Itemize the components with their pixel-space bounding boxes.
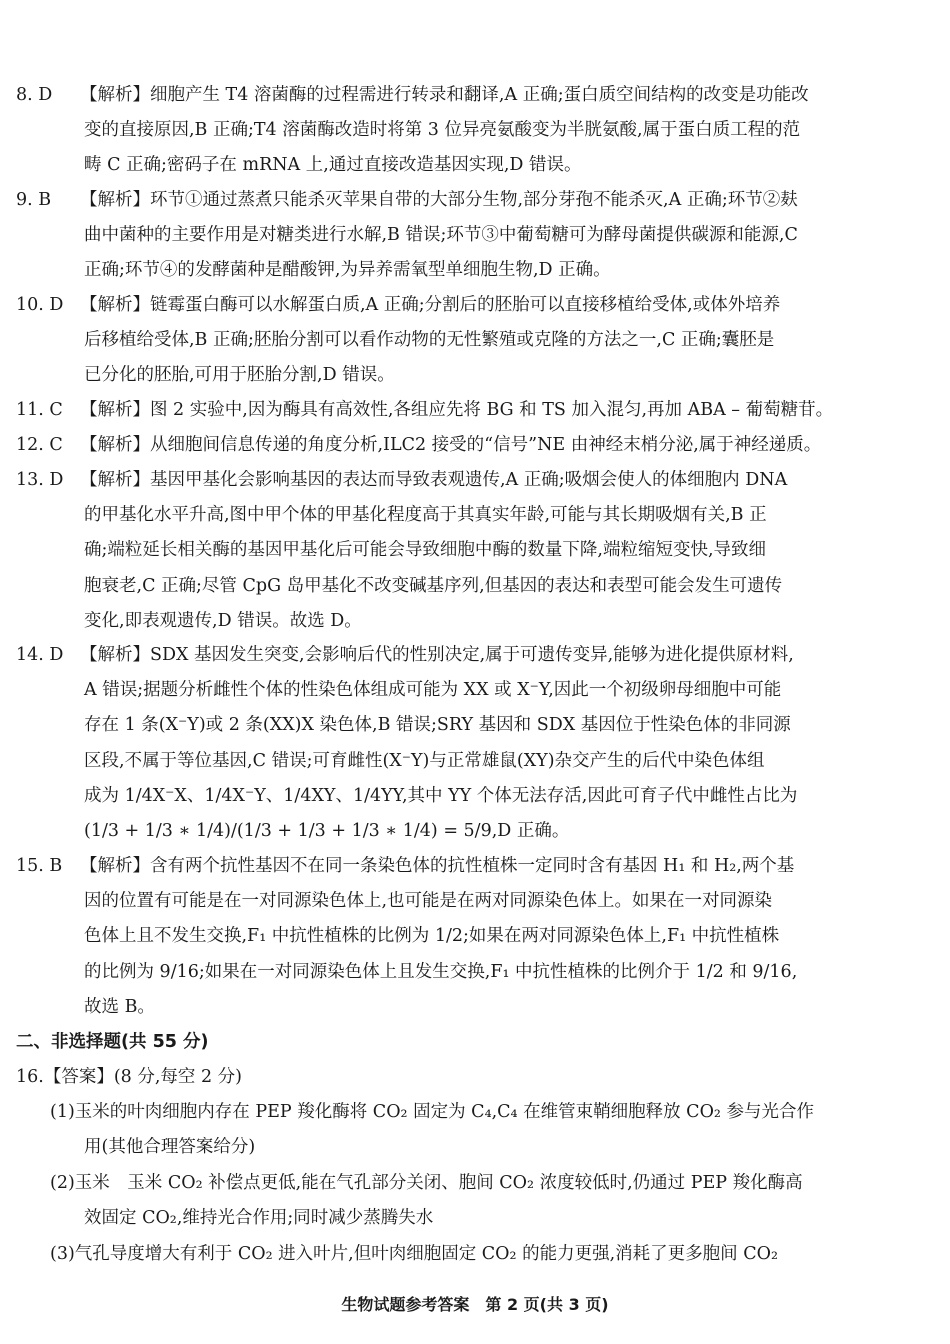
answer-item-14 — [16, 638, 934, 849]
item-text-line: 【解析】环节①通过蒸煮只能杀灭苹果自带的大部分生物,部分芽孢不能杀灭,A 正确;环节②麸 — [80, 190, 798, 210]
item-text-line: A 错误;据题分析雌性个体的性染色体组成可能为 XX 或 X⁻Y,因此一个初级卵母细胞中可能 — [84, 680, 782, 701]
part-text-line: (2)玉米 玉米 CO₂ 补偿点更低,能在气孔部分关闭、胞间 CO₂ 浓度较低时,仍通过 PEP 羧化酶高 — [50, 1173, 803, 1193]
item-text-line: 的甲基化水平升高,图中甲个体的甲基化程度高于其真实年龄,可能与其长期吸烟有关,B 正 — [84, 505, 767, 526]
item-text-line: 已分化的胚胎,可用于胚胎分割,D 错误。 — [84, 365, 395, 386]
item-number: 10. D — [16, 295, 64, 315]
answer-16-part-2 — [50, 1166, 938, 1236]
item-text-line: 【解析】从细胞间信息传递的角度分析,ILC2 接受的“信号”NE 由神经末梢分泌,属于神经递质。 — [80, 435, 822, 455]
section-title: 二、非选择题(共 55 分) — [16, 1032, 209, 1052]
answer-item-12 — [16, 428, 934, 463]
answer-item-9 — [16, 183, 934, 289]
item-text-line: 【解析】含有两个抗性基因不在同一条染色体的抗性植株一定同时含有基因 H₁ 和 H₂,两个基 — [80, 856, 795, 876]
item-text-line: 存在 1 条(X⁻Y)或 2 条(XX)X 染色体,B 错误;SRY 基因和 SDX 基因位于性染色体的非同源 — [84, 715, 791, 736]
item-text-line: 故选 B。 — [84, 996, 155, 1017]
item-text-line: 变的直接原因,B 正确;T4 溶菌酶改造时将第 3 位异亮氨酸变为半胱氨酸,属于蛋白质工程的范 — [84, 120, 801, 141]
item-text-line: 【解析】基因甲基化会影响基因的表达而导致表观遗传,A 正确;吸烟会使人的体细胞内 DNA — [80, 470, 788, 490]
item-number: 8. D — [16, 85, 53, 105]
part-text-line: (1)玉米的叶肉细胞内存在 PEP 羧化酶将 CO₂ 固定为 C₄,C₄ 在维管束鞘细胞释放 CO₂ 参与光合作 — [50, 1102, 814, 1122]
answer-item-8 — [16, 78, 934, 184]
part-text-line: (3)气孔导度增大有利于 CO₂ 进入叶片,但叶肉细胞固定 CO₂ 的能力更强,消耗了更多胞间 CO₂ — [50, 1244, 778, 1264]
item-text-line: 畴 C 正确;密码子在 mRNA 上,通过直接改造基因实现,D 错误。 — [84, 155, 582, 176]
item-text-line: 【解析】链霉蛋白酶可以水解蛋白质,A 正确;分割后的胚胎可以直接移植给受体,或体外培养 — [80, 295, 781, 315]
item-text-line: 【解析】SDX 基因发生突变,会影响后代的性别决定,属于可遗传变异,能够为进化提供原材料, — [80, 645, 794, 665]
part-text-line: 用(其他合理答案给分) — [84, 1137, 256, 1158]
item-text-line: 色体上且不发生交换,F₁ 中抗性植株的比例为 1/2;如果在两对同源染色体上,F₁ 中抗性植株 — [84, 926, 780, 947]
item-text-line: 因的位置有可能是在一对同源染色体上,也可能是在两对同源染色体上。如果在一对同源染 — [84, 891, 773, 912]
item-number: 15. B — [16, 856, 63, 876]
item-text-line: 曲中菌种的主要作用是对糖类进行水解,B 错误;环节③中葡萄糖可为酵母菌提供碳源和能源,C — [84, 225, 798, 246]
page-footer: 生物试题参考答案 第 2 页(共 3 页) — [341, 1295, 609, 1314]
answer-item-16-head: 16.【答案】(8 分,每空 2 分) — [16, 1067, 243, 1087]
item-text-line: 确;端粒延长相关酶的基因甲基化后可能会导致细胞中酶的数量下降,端粒缩短变快,导致细 — [84, 540, 767, 561]
item-text-line: 【解析】图 2 实验中,因为酶具有高效性,各组应先将 BG 和 TS 加入混匀,再加 ABA – 葡萄糖苷。 — [80, 400, 834, 420]
answer-16-part-1 — [50, 1095, 938, 1165]
item-number: 9. B — [16, 190, 52, 210]
item-text-line: 的比例为 9/16;如果在一对同源染色体上且发生交换,F₁ 中抗性植株的比例介于 1/2 和 9/16, — [84, 961, 798, 982]
item-text-line: 胞衰老,C 正确;尽管 CpG 岛甲基化不改变碱基序列,但基因的表达和表型可能会发生可遗传 — [84, 575, 783, 596]
item-number: 14. D — [16, 645, 64, 665]
item-text-line: 正确;环节④的发酵菌种是醋酸钾,为异养需氧型单细胞生物,D 正确。 — [84, 260, 611, 281]
answer-item-13 — [16, 463, 934, 639]
answer-item-11 — [16, 393, 934, 428]
item-text-line: 变化,即表观遗传,D 错误。故选 D。 — [84, 610, 362, 631]
item-text-line: 【解析】细胞产生 T4 溶菌酶的过程需进行转录和翻译,A 正确;蛋白质空间结构的改变是功能改 — [80, 85, 809, 105]
item-number: 12. C — [16, 435, 63, 455]
item-number: 11. C — [16, 400, 63, 420]
item-text-line: 区段,不属于等位基因,C 错误;可育雌性(X⁻Y)与正常雄鼠(XY)杂交产生的后代中染色体组 — [84, 750, 765, 771]
item-number: 13. D — [16, 470, 64, 490]
answer-item-15 — [16, 849, 934, 1025]
part-text-line: 效固定 CO₂,维持光合作用;同时减少蒸腾失水 — [84, 1208, 434, 1229]
item-text-line: 成为 1/4X⁻X、1/4X⁻Y、1/4XY、1/4YY,其中 YY 个体无法存活,因此可育子代中雌性占比为 — [84, 785, 798, 806]
item-text-line: (1/3 + 1/3 ∗ 1/4)/(1/3 + 1/3 + 1/3 ∗ 1/4) = 5/9,D 正确。 — [84, 820, 570, 841]
answer-16-part-3 — [50, 1237, 938, 1272]
answer-item-10 — [16, 288, 934, 394]
item-text-line: 后移植给受体,B 正确;胚胎分割可以看作动物的无性繁殖或克隆的方法之一,C 正确;囊胚是 — [84, 330, 775, 351]
